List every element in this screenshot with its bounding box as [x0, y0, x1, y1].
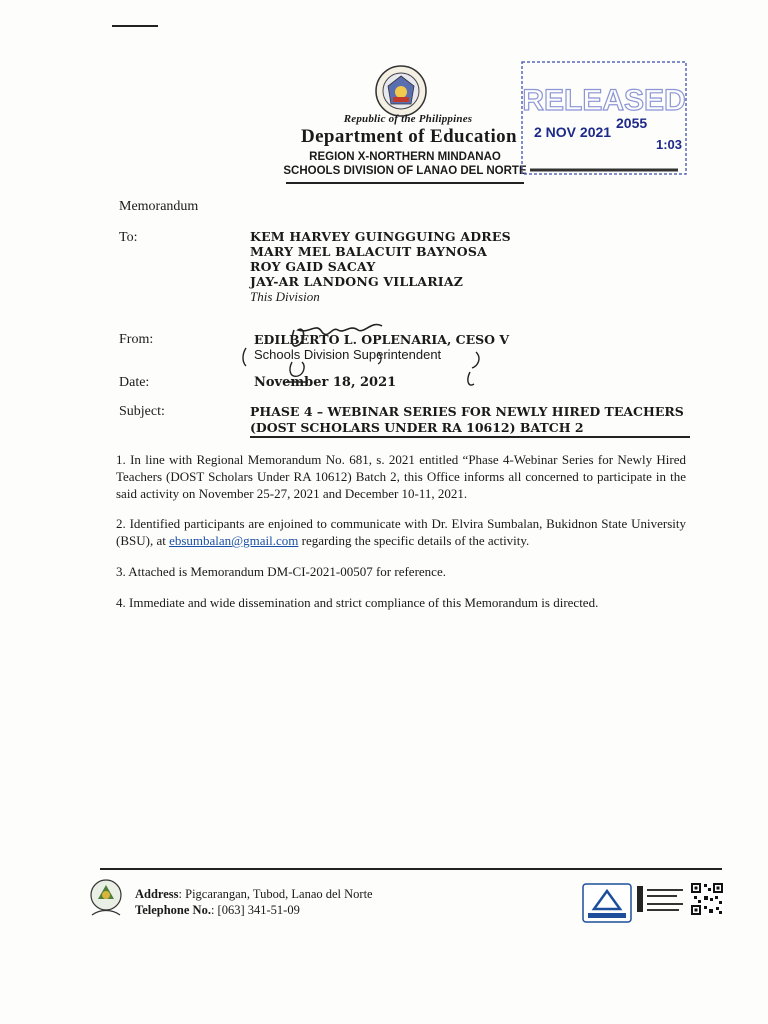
region-heading: REGION X-NORTHERN MINDANAO [309, 151, 501, 163]
phone-label: Telephone No. [135, 903, 211, 917]
footer-phone [135, 903, 300, 918]
subject-line: PHASE 4 – WEBINAR SERIES FOR NEWLY HIRED TEACHERS [250, 404, 684, 419]
republic-heading: Republic of the Philippines [343, 113, 473, 125]
stamp-date: 2 NOV 2021 [534, 124, 612, 140]
recipients-note: This Division [250, 289, 320, 304]
email-link[interactable]: ebsumbalan@gmail.com [169, 533, 299, 548]
body-paragraph: 1. In line with Regional Memorandum No. 681, s. 2021 entitled “Phase 4-Webinar Series for Newly Hired Teachers (DOST Scholars Under RA 10612) Batch 2, this Office informs all concerned to participate in the said activity on November 25-27, 2021 and December 10-11, 2021. [116, 452, 686, 501]
subject-line: (DOST SCHOLARS UNDER RA 10612) BATCH 2 [250, 420, 584, 435]
signature-icon [232, 300, 512, 400]
to-label: To: [119, 230, 138, 245]
paragraph-text: regarding the specific details of the activity. [298, 533, 530, 548]
address-value: : Pigcarangan, Tubod, Lanao del Norte [178, 887, 373, 901]
footer-rule [100, 868, 722, 870]
recipient-name: JAY-AR LANDONG VILLARIAZ [250, 274, 464, 289]
memo-title: Memorandum [119, 199, 199, 214]
memo-date: November 18, 2021 [254, 375, 397, 390]
body-paragraph: 4. Immediate and wide dissemination and strict compliance of this Memorandum is directed. [116, 595, 599, 610]
stamp-number: 2055 [616, 115, 648, 131]
from-label: From: [119, 332, 154, 347]
released-stamp [518, 58, 690, 178]
header-rule [286, 182, 524, 184]
stamp-time: 1:03 [656, 137, 683, 152]
subject-rule [250, 436, 690, 438]
recipient-name: KEM HARVEY GUINGGUING ADRES [250, 229, 511, 244]
svg-text:RELEASED: RELEASED [522, 84, 686, 117]
sender-name: EDILBERTO L. OPLENARIA, CESO V [254, 332, 510, 347]
phone-value: : [063] 341-51-09 [210, 903, 300, 917]
footer-address [135, 887, 373, 902]
division-heading: SCHOOLS DIVISION OF LANAO DEL NORTE [283, 165, 527, 177]
deped-seal-icon [374, 64, 428, 118]
date-label: Date: [119, 375, 150, 390]
paragraph-text: 2. Identified participants are enjoined to communicate with Dr. Elvira Sumbalan, Bukidnon State University (BSU), at [116, 516, 686, 548]
iso-badge-icon [637, 882, 687, 916]
memo-subject [250, 404, 690, 436]
address-label: Address [135, 887, 179, 901]
recipient-name: MARY MEL BALACUIT BAYNOSA [250, 244, 488, 259]
sender-title: Schools Division Superintendent [254, 347, 442, 362]
division-logo-icon [88, 877, 124, 921]
body-paragraph [116, 515, 686, 549]
department-heading: Department of Education [300, 126, 518, 147]
tuv-certification-icon [582, 883, 632, 923]
body-paragraph: 3. Attached is Memorandum DM-CI-2021-00507 for reference. [116, 564, 446, 579]
top-mark [112, 25, 158, 27]
recipient-name: ROY GAID SACAY [250, 259, 376, 274]
subject-label: Subject: [119, 404, 165, 419]
recipient-list [250, 229, 511, 304]
qr-code-icon [690, 882, 724, 916]
